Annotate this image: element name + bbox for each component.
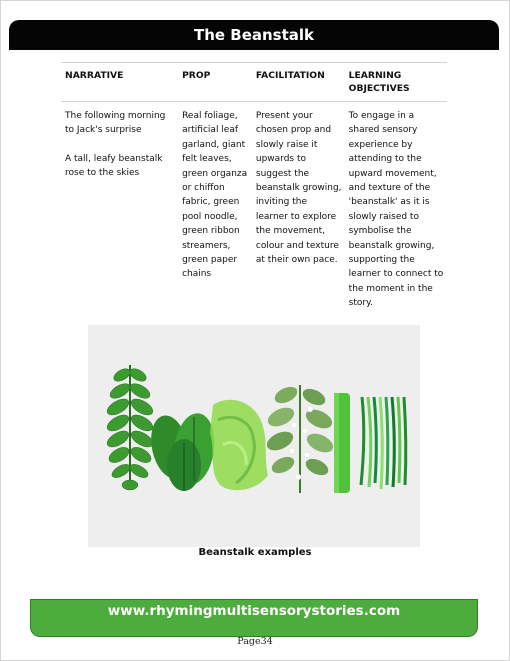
header-narrative: NARRATIVE	[61, 63, 178, 102]
narrative-line: The following morning to Jack's surprise	[65, 111, 166, 136]
table-header-row	[61, 63, 447, 102]
cell-learning-objectives: To engage in a shared sensory experience by attending to the upward movement, and texture of the 'beanstalk' as it is slowly raised to symbolise the beanstalk growing, supporting the learner to connect to the moment in the story.	[348, 111, 444, 309]
footer-bar	[30, 599, 478, 637]
beanstalk-examples-photo	[88, 325, 420, 547]
header-prop: PROP	[178, 63, 252, 102]
cell-facilitation: Present your chosen prop and slowly raise it upwards to suggest the beanstalk growing, inviting the learner to explore the movement, colour and texture at their own pace.	[255, 111, 342, 266]
page-title: The Beanstalk	[193, 26, 315, 44]
page-title-bar	[9, 20, 499, 50]
pool-noodle	[334, 393, 350, 493]
website-link[interactable]: www.rhymingmultisensorystories.com	[107, 603, 401, 619]
narrative-line: A tall, leafy beanstalk rose to the skies	[65, 153, 163, 179]
header-learning-objectives: LEARNING OBJECTIVES	[345, 63, 447, 102]
beanstalk-props-illustration	[88, 325, 420, 547]
header-facilitation: FACILITATION	[252, 63, 345, 102]
table-row	[61, 102, 447, 315]
page-number: Page34	[237, 636, 273, 647]
cell-prop: Real foliage, artificial leaf garland, giant felt leaves, green organza or chiffon fabric, green pool noodle, green ribbon streamers, green paper chains	[182, 111, 248, 280]
cell-narrative	[61, 102, 178, 315]
figure-caption: Beanstalk examples	[198, 547, 312, 558]
lesson-table	[61, 62, 447, 315]
